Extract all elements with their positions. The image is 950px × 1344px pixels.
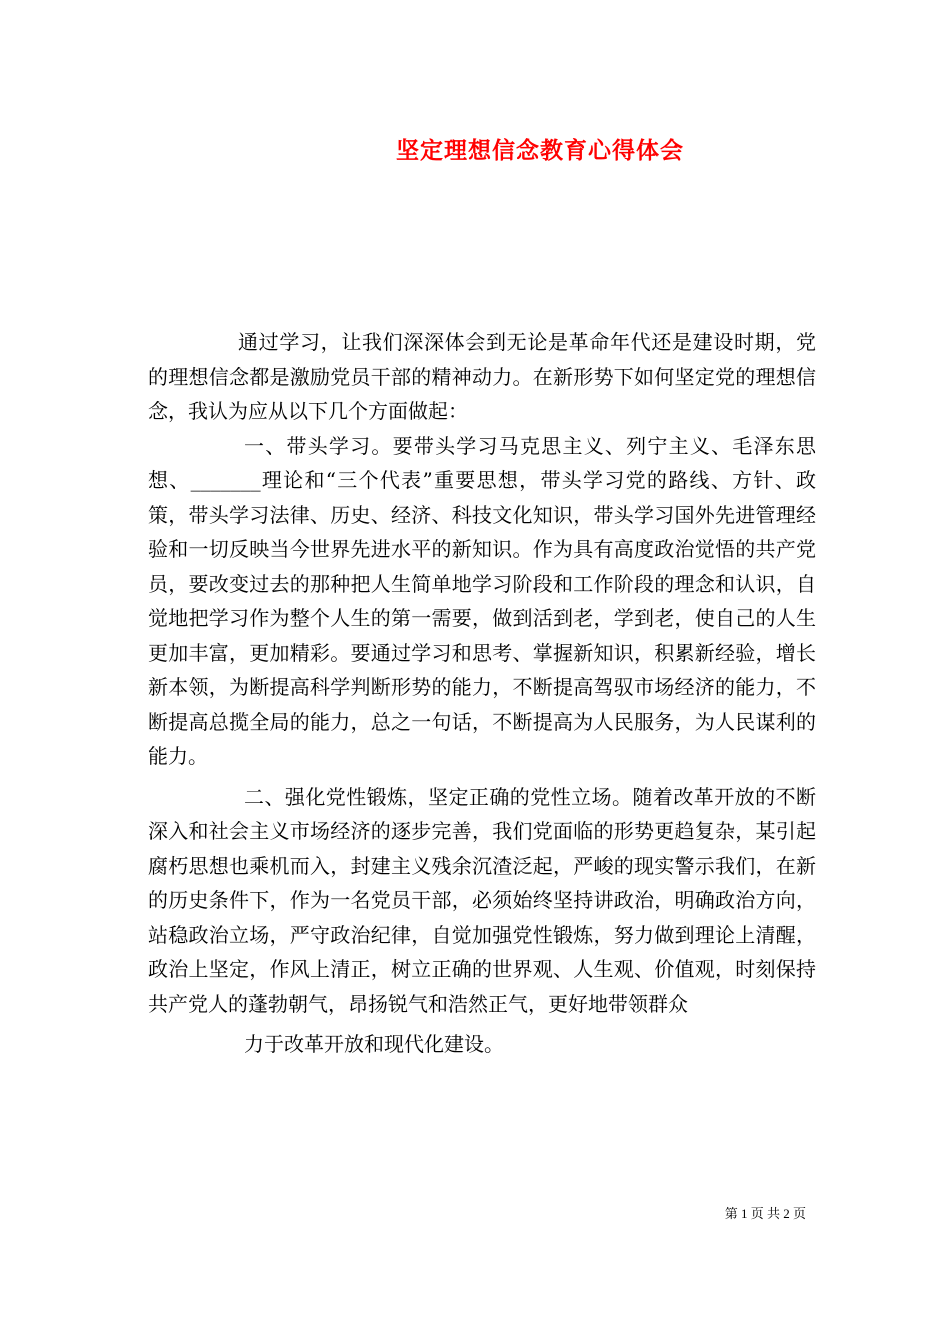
- paragraph-intro: 通过学习，让我们深深体会到无论是革命年代还是建设时期，党的理想信念都是激励党员干部的精神动力。在新形势下如何坚定党的理想信念，我认为应从以下几个方面做起：: [148, 330, 816, 423]
- paragraph-closing: 力于改革开放和现代化建设。: [244, 1032, 504, 1056]
- document-body: [148, 325, 816, 1062]
- document-title: 坚定理想信念教育心得体会: [396, 137, 684, 164]
- page-number-footer: 第 1 页 共 2 页: [724, 1206, 806, 1221]
- paragraph-party-spirit: 二、强化党性锻炼，坚定正确的党性立场。随着改革开放的不断深入和社会主义市场经济的逐步完善，我们党面临的形势更趋复杂，某引起腐朽思想也乘机而入，封建主义残余沉渣泛起，严峻的现实警示我们，在新的历史条件下，作为一名党员干部，必须始终坚持讲政治，明确政治方向，站稳政治立场，严守政治纪律，自觉加强党性锻炼，努力做到理论上清醒，政治上坚定，作风上清正，树立正确的世界观、人生观、价值观，时刻保持共产党人的蓬勃朝气，昂扬锐气和浩然正气，更好地带领群众: [148, 784, 816, 1016]
- paragraph-study: 一、带头学习。要带头学习马克思主义、列宁主义、毛泽东思想、_______理论和“三个代表”重要思想，带头学习党的路线、方针、政策，带头学习法律、历史、经济、科技文化知识，带头学习国外先进管理经验和一切反映当今世界先进水平的新知识。作为具有高度政治觉悟的共产党员，要改变过去的那种把人生简单地学习阶段和工作阶段的理念和认识，自觉地把学习作为整个人生的第一需要，做到活到老，学到老，使自己的人生更加丰富，更加精彩。要通过学习和思考、掌握新知识，积累新经验，增长新本领，为断提高科学判断形势的能力，不断提高驾驭市场经济的能力，不断提高总揽全局的能力，总之一句话，不断提高为人民服务，为人民谋利的能力。: [148, 433, 816, 768]
